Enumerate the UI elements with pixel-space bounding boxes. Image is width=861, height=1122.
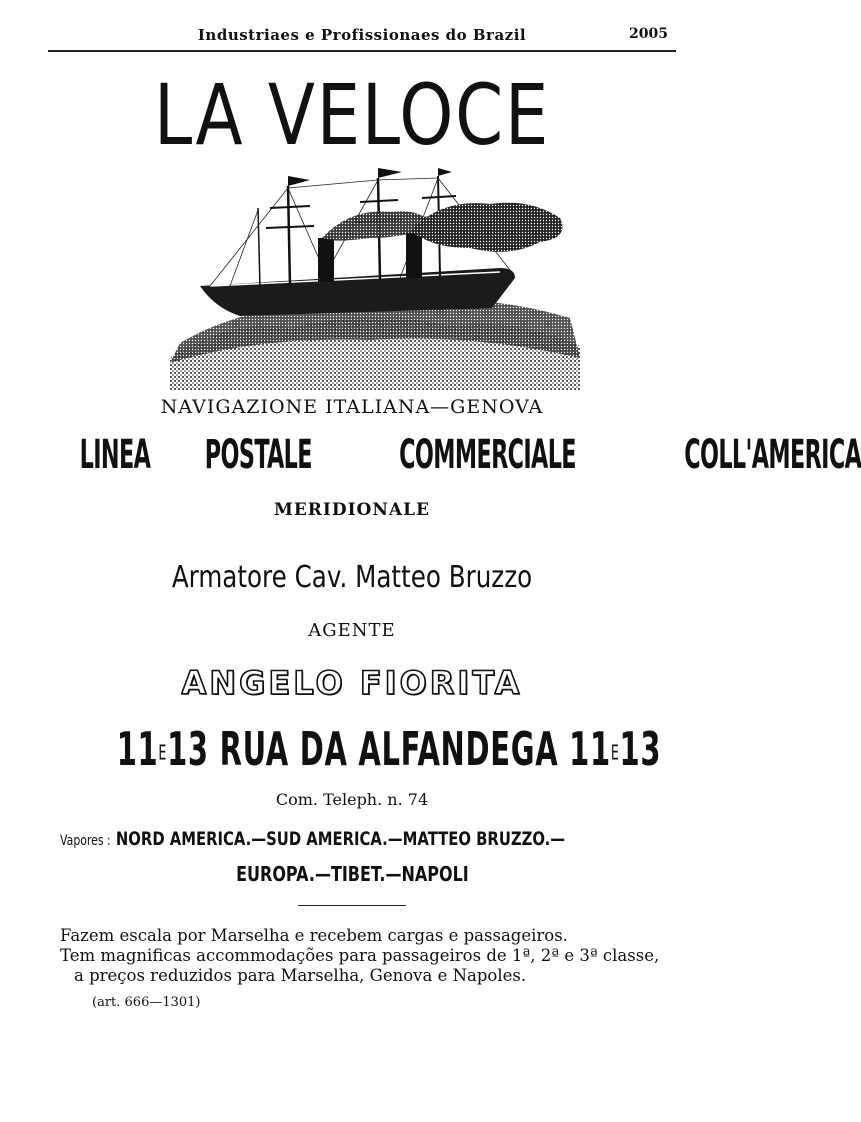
article-reference: (art. 666—1301) <box>92 995 201 1010</box>
ships-line-1: NORD AMERICA.—SUD AMERICA.—MATTEO BRUZZO.— <box>115 828 566 850</box>
line-heading-word: COMMERCIALE <box>398 432 576 478</box>
address-number: 11 <box>116 722 159 776</box>
page-header <box>48 26 676 48</box>
body-line: Tem magnificas accommodações para passageiros de 1ª, 2ª e 3ª classe, <box>60 946 660 965</box>
ships-list-continued <box>0 862 704 886</box>
ships-list <box>60 828 678 850</box>
running-head: Industriaes e Profissionaes do Brazil <box>197 26 527 44</box>
agent-label: AGENTE <box>308 620 396 641</box>
body-text <box>60 926 684 986</box>
steamship-illustration <box>170 168 580 390</box>
line-heading-word: POSTALE <box>204 432 312 478</box>
ships-label: Vapores : <box>60 833 111 849</box>
section-divider <box>298 905 406 906</box>
address-number: 11 <box>569 722 611 776</box>
address-street: RUA DA ALFANDEGA <box>219 722 559 776</box>
address-conjunction: E <box>158 740 168 765</box>
company-subtitle: NAVIGAZIONE ITALIANA—GENOVA <box>160 396 544 418</box>
ad-title: LA VELOCE <box>153 66 551 164</box>
line-heading-word: LINEA <box>79 432 151 478</box>
address-conjunction: E <box>610 740 620 765</box>
agent-name: ANGELO FIORITA <box>181 664 523 702</box>
address-number: 13 <box>167 722 209 776</box>
body-line: Fazem escala por Marselha e recebem cargas e passageiros. <box>60 926 568 945</box>
meridionale-label: MERIDIONALE <box>274 500 430 520</box>
ships-line-2: EUROPA.—TIBET.—NAPOLI <box>235 862 469 886</box>
address-line <box>0 722 704 776</box>
phone-line: Com. Teleph. n. 74 <box>275 790 429 809</box>
line-heading <box>0 432 861 478</box>
body-line: a preços reduzidos para Marselha, Genova e Napoles. <box>74 966 527 985</box>
owner-line: Armatore Cav. Matteo Bruzzo <box>171 560 533 595</box>
header-rule <box>48 50 676 52</box>
line-heading-word: COLL'AMERICA <box>683 432 861 478</box>
address-number: 13 <box>619 722 662 776</box>
page-number: 2005 <box>629 26 668 42</box>
